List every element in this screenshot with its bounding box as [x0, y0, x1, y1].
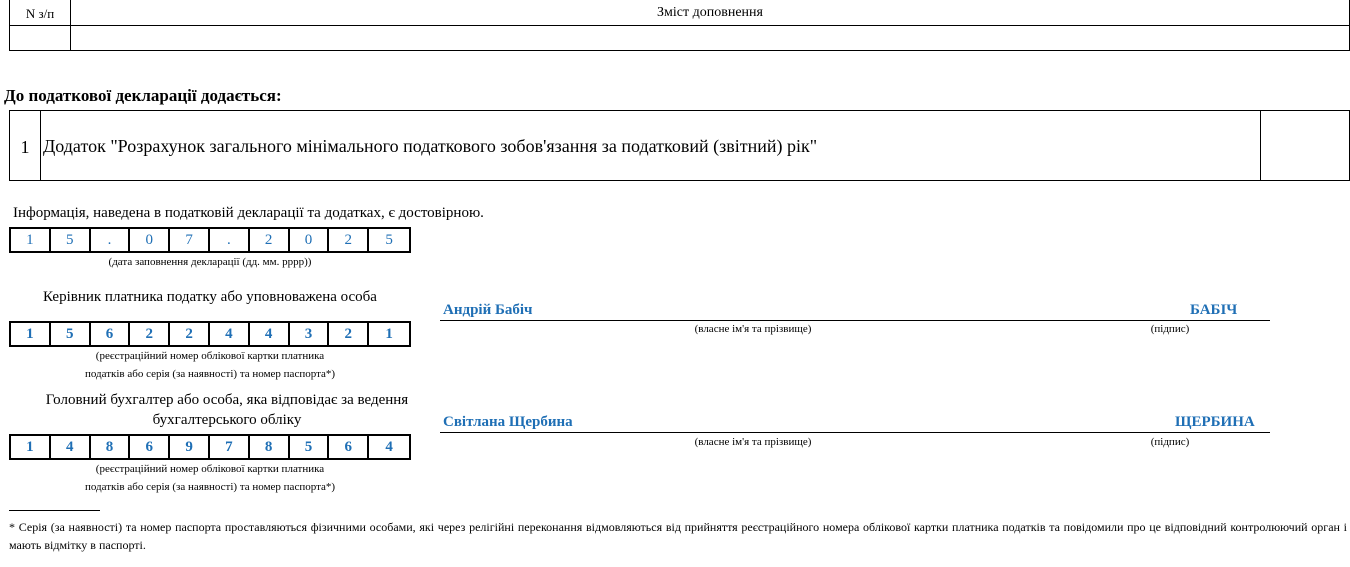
- footnote-text: * Серія (за наявності) та номер паспорта проставляються фізичними особами, які через релігійні переконання відмовляються від прийняття реєстраційного номера облікової картки платника податків та повідомили про це відповідний контролюючий орган і мають відмітку в паспорті.: [9, 520, 1347, 552]
- director-id-digit: 2: [329, 323, 369, 345]
- attachments-table: [9, 110, 1350, 181]
- accountant-id-caption-line1: (реєстраційний номер облікової картки платника: [95, 463, 325, 475]
- date-field[interactable]: [9, 227, 411, 253]
- accountant-id-digit: 8: [91, 436, 131, 458]
- director-name-caption: (власне ім'я та прізвище): [694, 323, 812, 335]
- accountant-id-digit: 6: [130, 436, 170, 458]
- amendments-table: [9, 0, 1350, 51]
- amendments-col-number: N з/п: [25, 6, 55, 21]
- date-digit: 5: [51, 229, 91, 251]
- accountant-id-field[interactable]: [9, 434, 411, 460]
- director-id-digit: 1: [11, 323, 51, 345]
- director-full-name: Андрій Бабіч: [443, 302, 533, 318]
- accountant-role-label-line1: Головний бухгалтер або особа, яка відповідає за ведення: [45, 392, 409, 408]
- director-id-caption-line1: (реєстраційний номер облікової картки платника: [95, 350, 325, 362]
- attachments-divider-right: [1260, 111, 1261, 180]
- attachment-text: Додаток "Розрахунок загального мінімального податкового зобов'язання за податковий (звітний) рік": [43, 136, 818, 156]
- date-digit: 0: [130, 229, 170, 251]
- director-signature: БАБІЧ: [1190, 302, 1238, 318]
- footnote-rule: [9, 510, 100, 511]
- director-id-digit: 4: [250, 323, 290, 345]
- director-role-label: Керівник платника податку або уповноважена особа: [43, 289, 377, 305]
- date-digit: 1: [11, 229, 51, 251]
- accountant-full-name: Світлана Щербина: [443, 414, 573, 430]
- accountant-id-digit: 1: [11, 436, 51, 458]
- accountant-id-digit: 4: [385, 439, 393, 455]
- accountant-id-digit: 6: [329, 436, 369, 458]
- director-id-digit: 2: [130, 323, 170, 345]
- accountant-signature-caption: (підпис): [1150, 436, 1190, 448]
- date-caption: (дата заповнення декларації (дд. мм. рррр)): [108, 256, 312, 268]
- director-id-digit: 4: [210, 323, 250, 345]
- date-separator: .: [210, 229, 250, 251]
- date-digit: 0: [290, 229, 330, 251]
- date-separator: .: [91, 229, 131, 251]
- accuracy-statement: Інформація, наведена в податковій декларації та додатках, є достовірною.: [13, 205, 484, 221]
- director-id-caption-line2: податків або серія (за наявності) та номер паспорта*): [84, 368, 336, 380]
- date-digit: 2: [329, 229, 369, 251]
- attachments-heading: До податкової декларації додається:: [4, 86, 282, 105]
- director-id-digit: 5: [51, 323, 91, 345]
- director-signature-caption: (підпис): [1150, 323, 1190, 335]
- date-digit: 5: [385, 232, 393, 248]
- accountant-name-caption: (власне ім'я та прізвище): [694, 436, 812, 448]
- director-id-digit: 1: [385, 326, 393, 342]
- accountant-id-digit: 5: [290, 436, 330, 458]
- amendments-col-content: Зміст доповнення: [657, 5, 763, 20]
- accountant-id-caption-line2: податків або серія (за наявності) та номер паспорта*): [84, 481, 336, 493]
- date-digit: 2: [250, 229, 290, 251]
- director-name-line: [440, 320, 1270, 321]
- director-id-digit: 6: [91, 323, 131, 345]
- accountant-name-line: [440, 432, 1270, 433]
- accountant-id-digit: 4: [51, 436, 91, 458]
- accountant-id-digit: 8: [250, 436, 290, 458]
- accountant-role-label-line2: бухгалтерського обліку: [152, 412, 302, 428]
- date-digit: 7: [170, 229, 210, 251]
- attachment-number: 1: [20, 137, 30, 157]
- attachments-divider-left: [40, 111, 41, 180]
- accountant-signature: ЩЕРБИНА: [1175, 414, 1255, 430]
- director-id-digit: 3: [290, 323, 330, 345]
- director-id-digit: 2: [170, 323, 210, 345]
- accountant-id-digit: 7: [210, 436, 250, 458]
- director-id-field[interactable]: [9, 321, 411, 347]
- accountant-id-digit: 9: [170, 436, 210, 458]
